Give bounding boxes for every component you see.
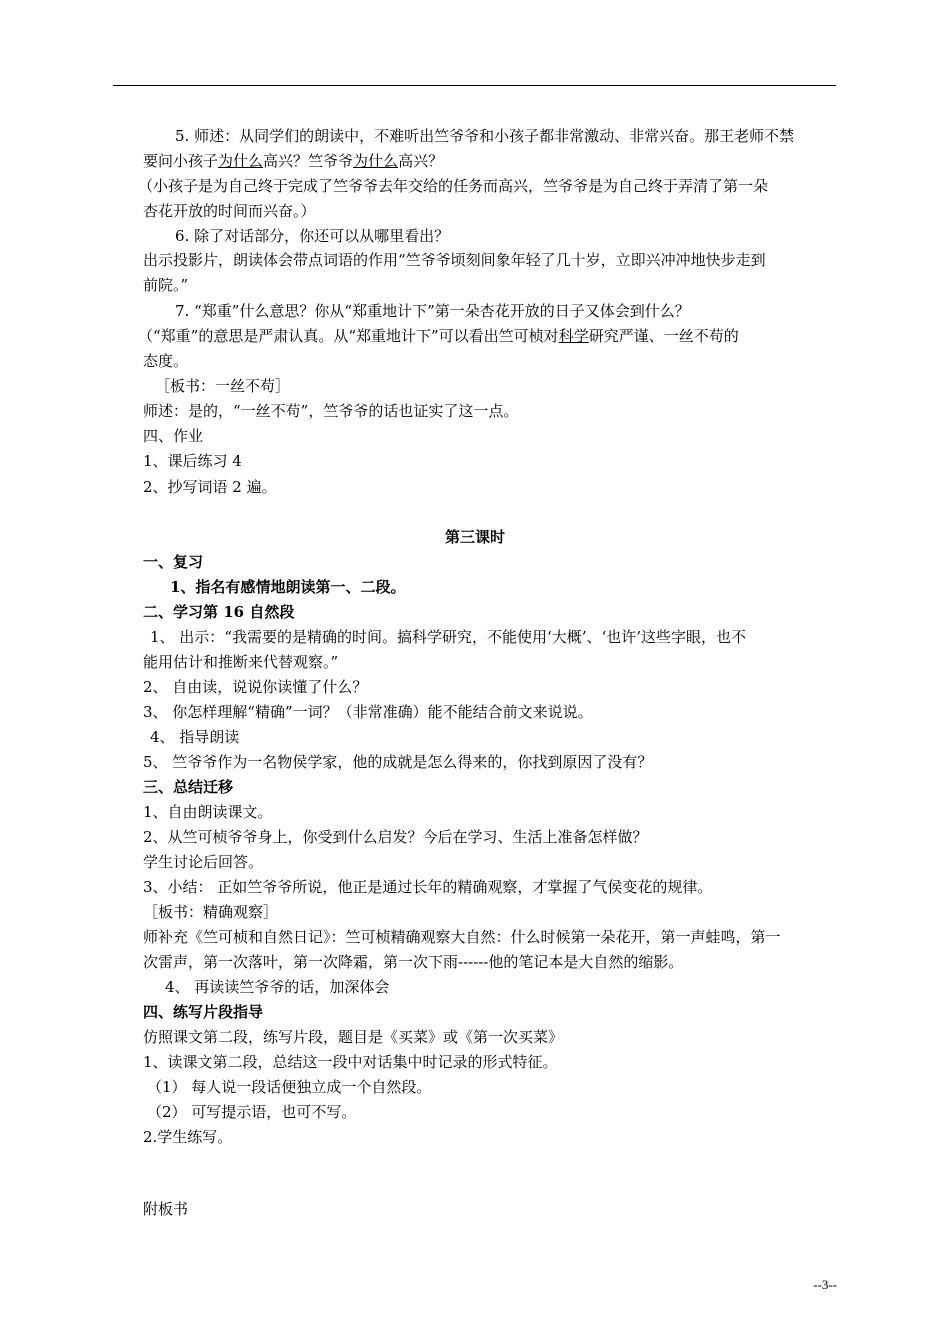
text-line: 6. 除了对话部分，你还可以从哪里看出？: [175, 227, 450, 245]
text-line: 杏花开放的时间而兴奋。）: [143, 202, 316, 220]
underlined-text: 为什么: [218, 152, 264, 170]
text-line: 师补充《竺可桢和自然日记》：竺可桢精确观察大自然：什么时候第一朵花开，第一声蛙鸣，第一: [143, 928, 781, 946]
text-line: 2.学生练写。: [143, 1128, 233, 1146]
text-line: 次雷声，第一次落叶，第一次降霜，第一次下雨------他的笔记本是大自然的缩影。: [143, 953, 684, 971]
lesson-title: 第三课时: [444, 528, 505, 546]
text-line: 能用估计和推断来代替观察。”: [143, 653, 339, 671]
text-line: 态度。: [143, 352, 189, 370]
text-line: 1、自由朗读课文。: [143, 803, 273, 821]
text-line: 3、 你怎样理解“精确”一词？（非常准确）能不能结合前文来说说。: [143, 703, 593, 721]
section-heading: 一、复习: [143, 553, 204, 571]
text-line: 5. 师述：从同学们的朗读中，不难听出竺爷爷和小孩子都非常激动、非常兴奋。那王老师不禁: [175, 127, 795, 145]
text-line: （1） 每人说一段话便独立成一个自然段。: [147, 1078, 432, 1096]
header-rule: [113, 85, 836, 86]
text-span: 高兴？竺爷爷: [263, 152, 354, 170]
text-line: 1、 出示：“我需要的是精确的时间。搞科学研究，不能使用‘大概’、‘也许’这些字眼，也不: [150, 628, 747, 646]
text-line: 5、 竺爷爷作为一名物侯学家，他的成就是怎么得来的，你找到原因了没有？: [143, 753, 653, 771]
text-line: 附板书: [143, 1200, 189, 1218]
text-line: [143, 151, 443, 171]
underlined-text: 为什么: [353, 152, 399, 170]
section-heading: 四、作业: [143, 427, 204, 445]
section-heading: 四、练写片段指导: [143, 1003, 264, 1021]
text-line: 7. “郑重”什么意思？你从“郑重地计下”第一朵杏花开放的日子又体会到什么？: [175, 302, 690, 320]
text-line: 1、读课文第二段，总结这一段中对话集中时记录的形式特征。: [143, 1053, 558, 1071]
text-line: 4、 再读读竺爷爷的话，加深体会: [165, 978, 390, 996]
text-line: （小孩子是为自己终于完成了竺爷爷去年交给的任务而高兴，竺爷爷是为自己终于弄清了第一朵: [138, 177, 769, 195]
text-span: 研究严谨、一丝不苟的: [588, 327, 739, 345]
underlined-text: 科学: [558, 327, 589, 345]
text-line: 3、小结： 正如竺爷爷所说，他正是通过长年的精确观察，才掌握了气侯变花的规律。: [143, 878, 713, 896]
section-heading: 二、学习第 16 自然段: [143, 603, 295, 621]
text-span: （“郑重”的意思是严肃认真。从“郑重地计下”可以看出竺可桢对: [138, 327, 559, 345]
text-line: 仿照课文第二段，练写片段，题目是《买菜》或《第一次买菜》: [143, 1028, 564, 1046]
board-note: ［板书：精确观察］: [143, 903, 279, 921]
text-line: 2、 自由读，说说你读懂了什么？: [143, 678, 368, 696]
text-span: 高兴？: [398, 152, 444, 170]
board-note: ［板书：一丝不苟］: [155, 377, 291, 395]
text-line: 1、指名有感情地朗读第一、二段。: [170, 578, 406, 596]
text-line: 师述：是的，“一丝不苟”，竺爷爷的话也证实了这一点。: [143, 402, 519, 420]
text-span: 要问小孩子: [143, 152, 219, 170]
text-line: 1、课后练习 4: [143, 452, 242, 470]
text-line: 学生讨论后回答。: [143, 853, 264, 871]
section-heading: 三、总结迁移: [143, 778, 234, 796]
page-number: --3--: [813, 1277, 837, 1292]
text-line: 2、抄写词语 2 遍。: [143, 478, 277, 496]
text-line: 2、从竺可桢爷爷身上，你受到什么启发？今后在学习、生活上准备怎样做？: [143, 828, 648, 846]
text-line: [138, 326, 837, 346]
text-line: 4、 指导朗读: [150, 728, 240, 746]
text-line: 出示投影片，朗读体会带点词语的作用“竺爷爷顷刻间象年轻了几十岁，立即兴冲冲地快步走到: [143, 251, 766, 269]
text-line: （2） 可写提示语，也可不写。: [147, 1103, 357, 1121]
text-line: 前院。”: [143, 276, 189, 294]
